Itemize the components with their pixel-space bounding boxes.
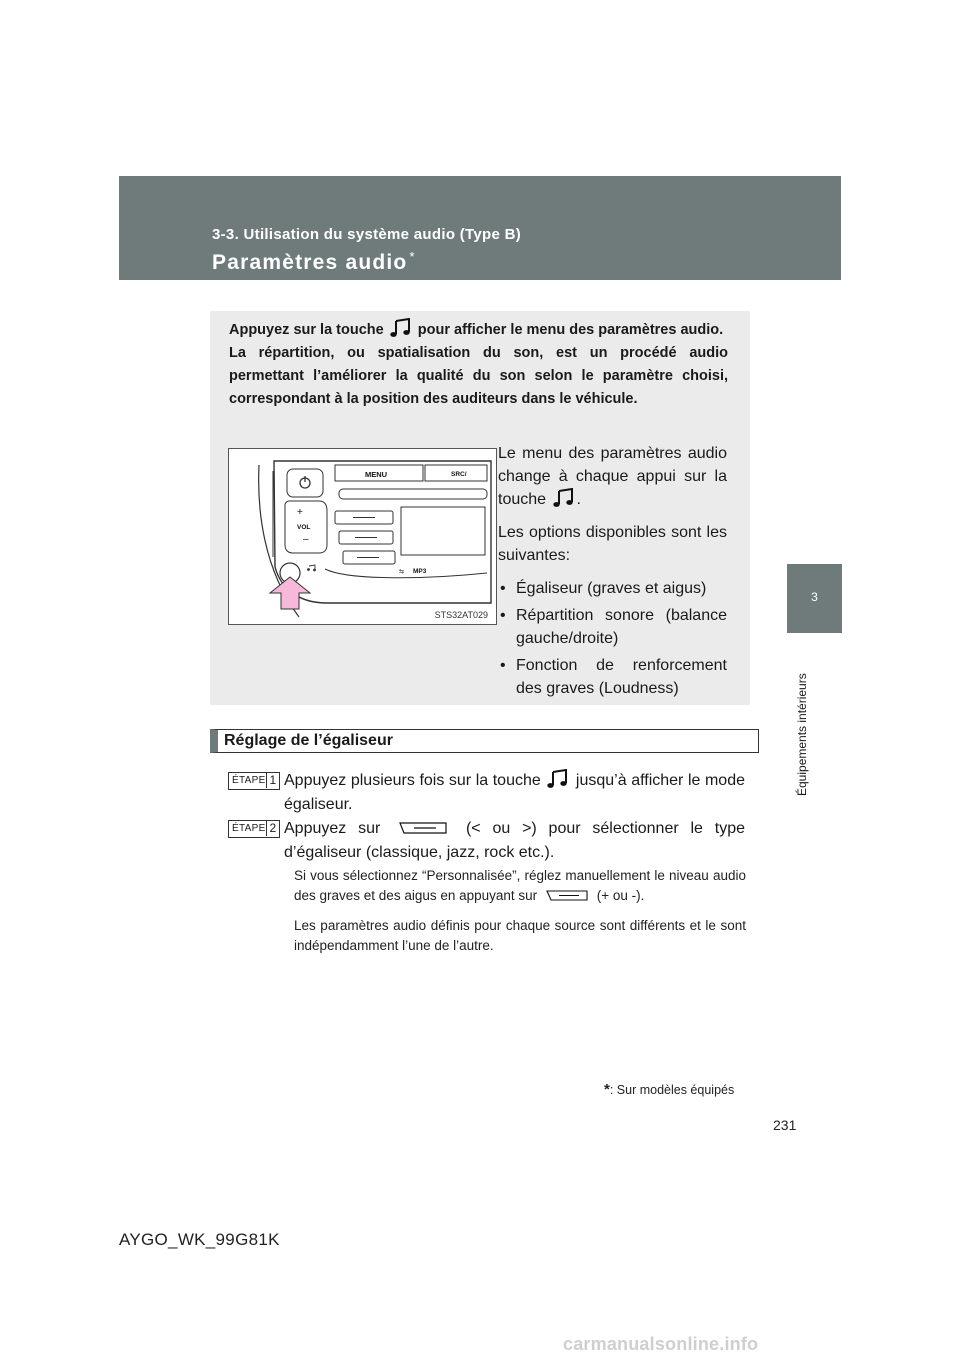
intro-part3: La répartition, ou spatialisation du son, est un procédé audio permettant l’améliorer la qualité du son selon le paramètre choisi, correspondant à la position des auditeurs dans le véhicule. <box>229 345 728 407</box>
preset-button-icon <box>545 890 589 901</box>
page-number: 231 <box>773 1117 797 1133</box>
figure-code: STS32AT029 <box>434 610 488 620</box>
step-1-text-b: jusqu’à afficher le mode égaliseur. <box>284 772 745 813</box>
list-item: • Répartition sonore (balance gauche/droite) <box>498 604 727 650</box>
menu-label: MENU <box>365 470 388 479</box>
footnote-mark: * <box>604 1081 610 1098</box>
preset-button-icon <box>398 822 448 834</box>
svg-text:⇆: ⇆ <box>399 569 405 575</box>
document-code: AYGO_WK_99G81K <box>119 1230 280 1249</box>
step-text <box>284 817 745 865</box>
notes <box>294 866 746 966</box>
audio-unit-illustration <box>228 448 497 625</box>
footnote-text: : Sur modèles équipés <box>609 1083 735 1097</box>
step-badge-word: ÉTAPE <box>232 775 266 786</box>
desc-p1-a: Le menu des paramètres audio change à chaque appui sur la touche <box>498 445 727 508</box>
desc-paragraph-1 <box>498 442 727 511</box>
chapter-tab[interactable] <box>787 564 842 633</box>
list-item: • Fonction de renforcement des graves (Loudness) <box>498 654 727 700</box>
mp3-label: MP3 <box>413 568 427 575</box>
music-note-icon <box>545 769 571 789</box>
footnote <box>604 1081 734 1098</box>
page-title <box>212 249 416 275</box>
vol-plus: + <box>297 507 303 518</box>
step-badge-number: 2 <box>266 820 279 836</box>
vol-minus: – <box>303 534 309 545</box>
options-list <box>498 577 727 700</box>
src-label: SRC/ <box>451 471 467 478</box>
note-2: Les paramètres audio définis pour chaque source sont différents et le sont indépendamment l’une de l’autre. <box>294 918 746 953</box>
intro-part2: pour afficher le menu des paramètres audio. <box>417 322 724 338</box>
note-1-a: Si vous sélectionnez “Personnalisée”, réglez manuellement le niveau audio des graves et des aigus en appuyant sur <box>294 868 746 903</box>
step-text <box>284 769 745 817</box>
step-badge <box>228 772 280 790</box>
pointer-arrow-icon <box>270 577 310 609</box>
step-badge-number: 1 <box>266 772 279 788</box>
subsection-heading: Réglage de l’égaliseur <box>210 729 759 753</box>
step-1-text-a: Appuyez plusieurs fois sur la touche <box>284 772 541 789</box>
info-box <box>210 311 750 705</box>
step-2-text-b: (< ou >) pour sélectionner le type d’égaliseur (classique, jazz, rock etc.). <box>284 820 746 861</box>
watermark[interactable]: carmanualsonline.info <box>563 1334 759 1354</box>
audio-unit-drawing <box>229 449 496 624</box>
section-label: 3-3. Utilisation du système audio (Type B) <box>212 226 522 243</box>
note-1-b: (+ ou -). <box>596 888 645 903</box>
desc-p1-b: . <box>576 491 581 508</box>
music-note-icon <box>551 488 577 508</box>
page-title-mark: * <box>409 249 416 264</box>
description <box>498 442 727 704</box>
vol-label: VOL <box>297 524 311 531</box>
list-item: • Égaliseur (graves et aigus) <box>498 577 727 600</box>
intro-part1: Appuyez sur la touche <box>229 322 384 338</box>
music-note-icon <box>388 318 414 338</box>
intro-paragraph <box>229 318 728 411</box>
page-title-text: Paramètres audio <box>212 251 408 274</box>
step-badge-word: ÉTAPE <box>232 823 266 834</box>
chapter-label: Équipements intérieurs <box>795 673 809 796</box>
note-1 <box>294 866 746 906</box>
desc-paragraph-2: Les options disponibles sont les suivantes: <box>498 524 727 564</box>
step-2-text-a: Appuyez sur <box>284 820 381 837</box>
chapter-number: 3 <box>811 590 818 604</box>
step-badge <box>228 820 280 838</box>
